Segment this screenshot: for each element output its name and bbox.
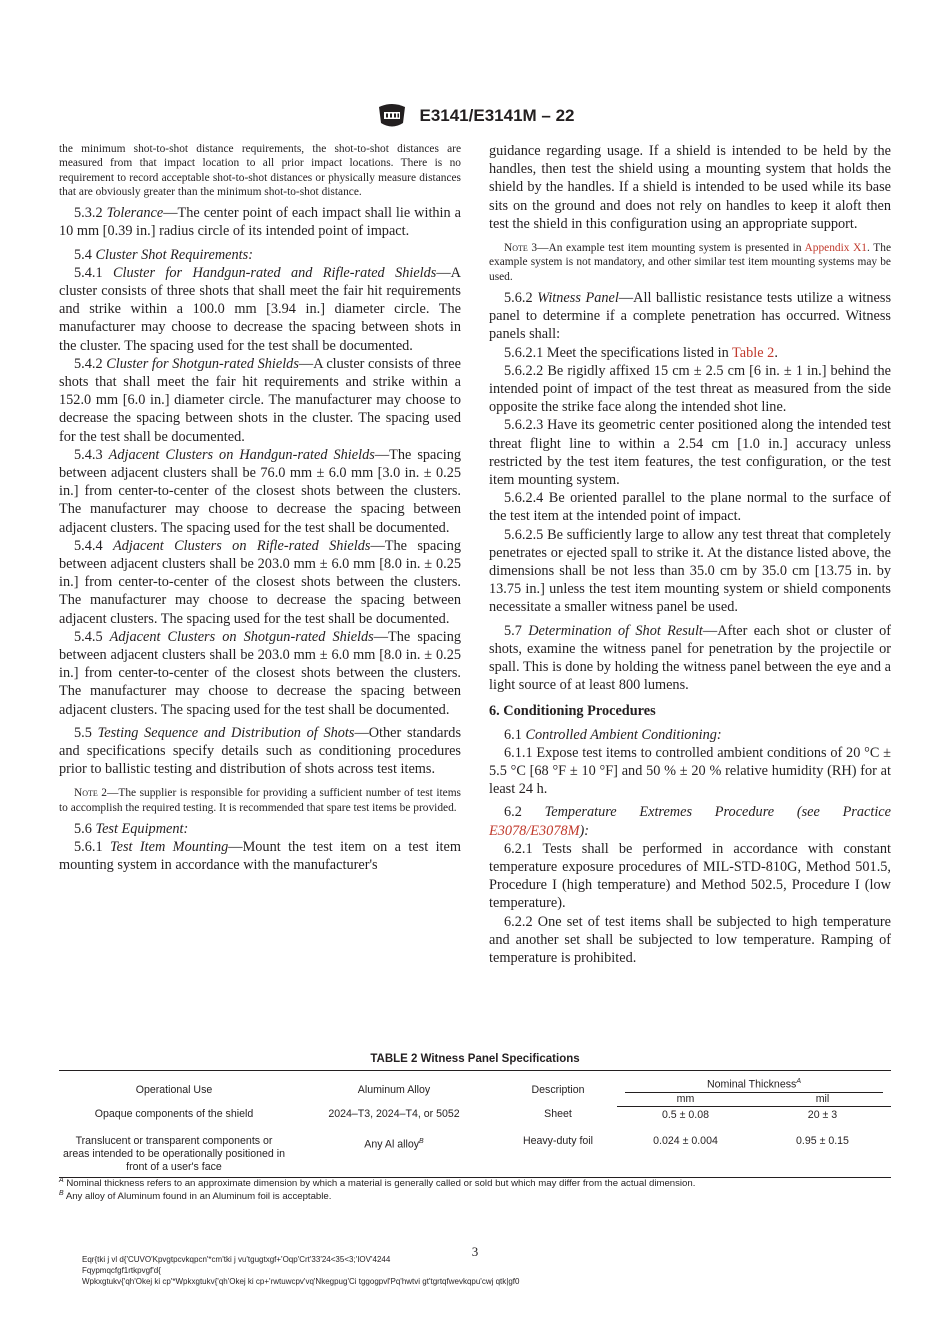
document-designation: E3141/E3141M – 22 <box>419 106 575 125</box>
section-6-2: 6.2 Temperature Extremes Procedure (see Practice E3078/E3078M): <box>489 804 891 839</box>
left-column <box>59 142 461 875</box>
footnote-a-marker: A <box>796 1078 801 1085</box>
footer-line-1: Eqr{tki j vl d{'CUVO'Kpvgtpcvkqpcn'*cm'tki j vu'tgugtxgf+'Oqp'Crt'33'24<35<3;'IOV'4244 <box>82 1255 391 1264</box>
header-nominal-thickness: Nominal Thickness$^A$ <box>617 1071 891 1093</box>
section-5-4-4: 5.4.4 Adjacent Clusters on Rifle-rated Shields—The spacing between adjacent clusters shall be 203.0 mm ± 6.0 mm [8.0 in. ± 0.25 in.] from center-to-center of the closest shots between the clusters. The manufacturer may choose to decrease the spacing between adjacent clusters. The spacing used for the test shall be documented. <box>59 537 461 627</box>
appendix-x1-link[interactable]: Appendix X1 <box>804 242 868 255</box>
note-2: Note 2—The supplier is responsible for providing a sufficient number of test items to accomplish the required testing. It is recommended that spare test items be provided. <box>59 787 461 814</box>
section-5-4-1: 5.4.1 Cluster for Handgun-rated and Rifle-rated Shields—A cluster consists of three shots that shall meet the fair hit requirements and strike within a 100.0 mm [3.94 in.] diameter circle. The manufacturer may choose to decrease the spacing between shots in the cluster. The spacing used for the test shall be documented. <box>59 264 461 354</box>
section-5-7: 5.7 Determination of Shot Result—After each shot or cluster of shots, examine the witness panel for penetration by the projectile or spall. This is done by holding the witness panel between the eye and a light source of at least 800 lumens. <box>489 622 892 694</box>
header-mil: mil <box>754 1093 891 1107</box>
section-5-5: 5.5 Testing Sequence and Distribution of Shots—Other standards and specifications specify details such as conditioning procedures prior to ballistic testing and distribution of shots across test items. <box>59 724 462 778</box>
section-5-4-2: 5.4.2 Cluster for Shotgun-rated Shields—A cluster consists of three shots that shall meet the fair hit requirements and strike within a 152.0 mm [6.0 in.] diameter circle. The manufacturer may choose to decrease the spacing between shots in the cluster. The spacing used for the test shall be documented. <box>59 355 461 445</box>
paragraph-continuation-right: guidance regarding usage. If a shield is intended to be held by the handles, then test the shield using a mounting system that holds the shield by the handles. If a shield is intended to be used while its base sits on the ground and does not rely on handles to keep it aloft then test the shield in this configuration using an appropriate support. <box>489 143 891 232</box>
section-5-6-2: 5.6.2 Witness Panel—All ballistic resistance tests utilize a witness panel to determine if a complete penetration has occurred. Witness panels shall: <box>489 289 892 343</box>
header-mm: mm <box>617 1093 754 1107</box>
e3078-link[interactable]: E3078/E3078M <box>489 822 580 839</box>
right-column <box>489 142 891 967</box>
table-footnote-a: $^A$ Nominal thickness refers to an approximate dimension by which a material is generally called or sold but which may differ from the actual dimension. <box>59 1177 696 1190</box>
section-5-6-2-5: 5.6.2.5 Be sufficiently large to allow any test threat that completely penetrates or ejected spall to strike it. At the distance listed above, the dimensions shall be not less than 35.0 cm by 35.0 cm [13.75 in. by 13.75 in.] unless the test item mounting system or shield components necessitate a smaller witness panel be used. <box>489 526 891 616</box>
section-5-6-2-1: 5.6.2.1 Meet the specifications listed in Table 2. <box>504 344 778 361</box>
paragraph-continuation: the minimum shot-to-shot distance requirements, the shot-to-shot distances are measured from that impact location to all prior impact locations. There is no requirement to record acceptable shot-to-shot distances or physically measure distances that are obviously greater than the minimum shot-to-shot distance. <box>59 143 461 198</box>
section-5-6-2-2: 5.6.2.2 Be rigidly affixed 15 cm ± 2.5 cm [6 in. ± 1 in.] behind the intended point of impact of the test threat as measured from the side opposite the strike face along the intended shot line. <box>489 362 891 416</box>
section-5-6-1: 5.6.1 Test Item Mounting—Mount the test item on a test item mounting system in accordance with the manufacturer's <box>59 839 461 874</box>
table-row: Translucent or transparent components or areas intended to be operationally positioned in front of a user's face Any Al alloy$^B$ Heavy-duty foil 0.024 ± 0.004 0.95 ± 0.15 <box>59 1135 891 1178</box>
section-5-4: 5.4 Cluster Shot Requirements: <box>74 246 253 263</box>
table-footnote-b: $^B$ Any alloy of Aluminum found in an Aluminum foil is acceptable. <box>59 1190 332 1203</box>
table-2-link[interactable]: Table 2 <box>732 344 775 361</box>
section-6-2-2: 6.2.2 One set of test items shall be subjected to high temperature and another set shall be subjected to low temperature. Ramping of temperature is prohibited. <box>489 913 891 967</box>
footer-line-3: Wpkxgtukv{'qh'Okej ki cp'*Wpkxgtukv{'qh'Okej ki cp+'rwtuwcpv'vq'Nkegpug'Ci tggogpvl'Pq'hwtvi gt'tgrtqfwevkqpu'cwj qtk|gf0 <box>82 1277 520 1286</box>
section-5-3-2: 5.3.2 Tolerance—The center point of each impact shall lie within a 10 mm [0.39 in.] radius circle of its intended point of impact. <box>59 205 461 240</box>
table-row: Opaque components of the shield 2024–T3, 2024–T4, or 5052 Sheet 0.5 ± 0.08 20 ± 3 <box>94 1108 838 1121</box>
witness-panel-table <box>59 1070 891 1178</box>
section-5-4-3: 5.4.3 Adjacent Clusters on Handgun-rated Shields—The spacing between adjacent clusters shall be 76.0 mm ± 6.0 mm [3.0 in. ± 0.25 in.] from center-to-center of the closest shots between the clusters. The manufacturer may choose to decrease the spacing between adjacent clusters. The spacing used for the test shall be documented. <box>59 446 462 536</box>
section-5-4-5: 5.4.5 Adjacent Clusters on Shotgun-rated Shields—The spacing between adjacent clusters shall be 203.0 mm ± 6.0 mm [8.0 in. ± 0.25 in.] from center-to-center of the closest shots between the clusters. The manufacturer may choose to decrease the spacing between adjacent clusters. The spacing used for the test shall be documented. <box>59 628 461 718</box>
section-6-2-1: 6.2.1 Tests shall be performed in accordance with constant temperature exposure procedures of MIL-STD-810G, Method 501.5, Procedure I (high temperature) and Method 502.5, Procedure I (low temperature). <box>489 840 891 912</box>
section-5-6: 5.6 Test Equipment: <box>74 821 189 838</box>
section-5-6-2-4: 5.6.2.4 Be oriented parallel to the plane normal to the surface of the test item at the intended point of impact. <box>489 490 891 525</box>
footer-line-2: Fqypmqcfgf1rtkpvgf'd{ <box>82 1266 161 1275</box>
table-2-title: TABLE 2 Witness Panel Specifications <box>370 1053 580 1065</box>
note-3: Note 3—An example test item mounting system is presented in Appendix X1. The example system is not mandatory, and other similar test item mounting systems may be used. <box>489 242 891 283</box>
header-description: Description <box>499 1071 617 1107</box>
section-6-1-1: 6.1.1 Expose test items to controlled ambient conditions of 20 °C ± 5.5 °C [68 °F ± 10 °F] and 50 % ± 20 % relative humidity (RH) for at least 24 h. <box>489 744 891 798</box>
header-aluminum-alloy: Aluminum Alloy <box>289 1071 499 1107</box>
section-6-1: 6.1 Controlled Ambient Conditioning: <box>504 726 722 743</box>
section-6-heading: 6. Conditioning Procedures <box>489 703 656 720</box>
page-header <box>0 103 950 129</box>
section-5-6-2-3: 5.6.2.3 Have its geometric center positioned along the intended test threat flight line to within a 2.54 cm [1.0 in.] accuracy unless restricted by the test item features, the test configuration, or the test item mounting system. <box>489 417 891 488</box>
header-operational-use: Operational Use <box>59 1071 289 1107</box>
page-number: 3 <box>471 1244 479 1259</box>
astm-logo-icon <box>375 103 409 129</box>
